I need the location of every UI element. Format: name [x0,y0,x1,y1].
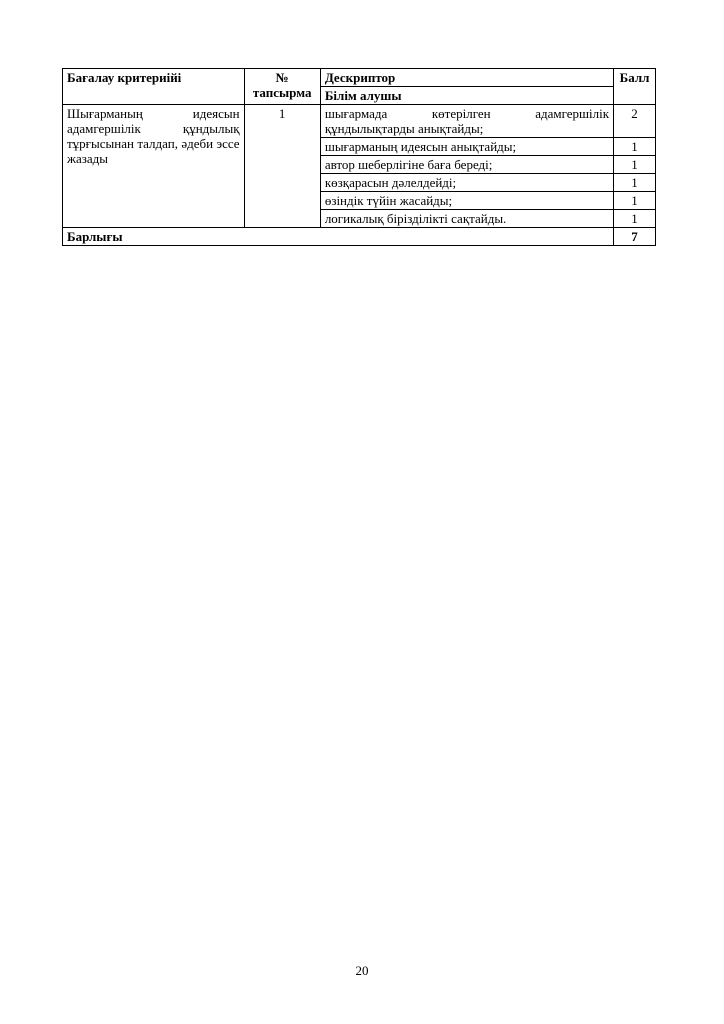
score-cell: 1 [614,138,656,156]
header-descriptor: Дескриптор [320,69,613,87]
descriptor-cell: автор шеберлігіне баға береді; [320,156,613,174]
score-cell: 1 [614,156,656,174]
descriptor-cell: логикалық бірізділікті сақтайды. [320,210,613,228]
score-cell: 1 [614,174,656,192]
descriptor-cell: көзқарасын дәлелдейді; [320,174,613,192]
descriptor-cell: шығармада көтерілген адамгершілік құндылықтарды анықтайды; [320,105,613,138]
header-task-number-line2: тапсырма [252,85,312,100]
table-row [63,105,656,138]
header-score: Балл [614,69,656,105]
total-score: 7 [614,228,656,246]
score-cell: 2 [614,105,656,138]
score-cell: 1 [614,210,656,228]
header-task-number-line1: № [275,70,289,85]
header-descriptor-sub: Білім алушы [320,87,613,105]
header-task-number [244,69,320,105]
header-criterion: Бағалау критериійі [63,69,245,105]
criterion-cell: Шығарманың идеясын адамгершілік құндылық тұрғысынан талдап, әдеби эссе жазады [63,105,245,228]
total-label: Барлығы [63,228,614,246]
total-row [63,228,656,246]
assessment-rubric-table [62,68,656,246]
task-number-cell: 1 [244,105,320,228]
descriptor-cell: өзіндік түйін жасайды; [320,192,613,210]
score-cell: 1 [614,192,656,210]
descriptor-cell: шығарманың идеясын анықтайды; [320,138,613,156]
page-number: 20 [355,963,369,978]
header-row [63,69,656,87]
